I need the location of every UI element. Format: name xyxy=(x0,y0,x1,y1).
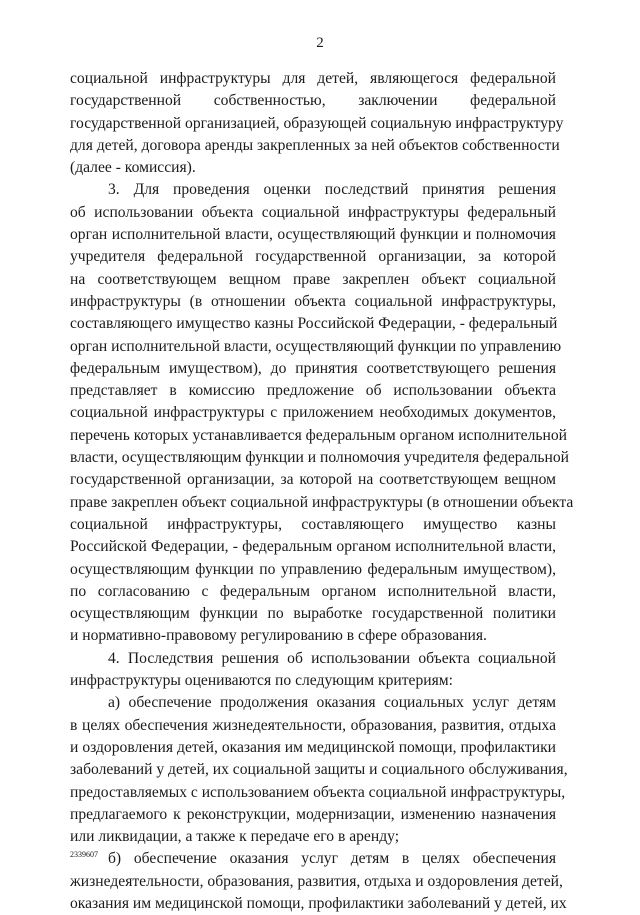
document-code: 2339607 xyxy=(70,850,98,859)
text-line: власти, осуществляющим функции и полномочия учредителя федеральной xyxy=(70,449,569,467)
text-line: орган исполнительной власти, осуществляющий функции по управлению xyxy=(70,337,562,355)
text-line: б) обеспечение оказания услуг детям в целях обеспечения xyxy=(108,850,556,868)
text-line: в целях обеспечения жизнедеятельности, образования, развития, отдыха xyxy=(70,716,556,734)
text-line: орган исполнительной власти, осуществляющий функции и полномочия xyxy=(70,226,556,244)
text-line: праве закреплен объект социальной инфраструктуры (в отношении объекта xyxy=(70,493,574,511)
text-line: на соответствующем вещном праве закреплен объект социальной xyxy=(70,270,556,288)
text-line: инфраструктуры (в отношении объекта социальной инфраструктуры, xyxy=(70,292,556,310)
text-line: и оздоровления детей, оказания им медицинской помощи, профилактики xyxy=(70,738,556,756)
text-line: социальной инфраструктуры для детей, являющегося федеральной xyxy=(70,70,556,87)
text-line: инфраструктуры оцениваются по следующим критериям: xyxy=(70,672,453,690)
text-line: для детей, договора аренды закрепленных за ней объектов собственности xyxy=(70,136,560,154)
text-line: государственной собственностью, заключении федеральной xyxy=(70,92,556,110)
text-line: социальной инфраструктуры, составляющего имущество казны xyxy=(70,515,556,533)
text-line: и нормативно-правовому регулированию в сфере образования. xyxy=(70,627,487,645)
text-line: федеральным имуществом), до принятия соответствующего решения xyxy=(70,359,556,377)
text-line: составляющего имущество казны Российской Федерации, - федеральный xyxy=(70,315,558,333)
text-line: Российской Федерации, - федеральным органом исполнительной власти, xyxy=(70,538,556,556)
text-line: учредителя федеральной государственной организации, за которой xyxy=(70,248,556,266)
text-line: 3. Для проведения оценки последствий принятия решения xyxy=(108,181,556,199)
text-line: (далее - комиссия). xyxy=(70,159,196,177)
text-line: 4. Последствия решения об использовании объекта социальной xyxy=(108,649,556,667)
text-line: предлагаемого к реконструкции, модернизации, изменению назначения xyxy=(70,805,556,823)
text-line: заболеваний у детей, их социальной защиты и социального обслуживания, xyxy=(70,761,568,779)
body-text xyxy=(70,68,574,915)
text-line: жизнедеятельности, образования, развития, отдыха и оздоровления детей, xyxy=(70,872,563,890)
page-number: 2 xyxy=(316,35,324,51)
text-line: осуществляющим функции по управлению федеральным имуществом), xyxy=(70,560,556,578)
text-line: социальной инфраструктуры с приложением необходимых документов, xyxy=(70,404,556,422)
text-line: а) обеспечение продолжения оказания социальных услуг детям xyxy=(108,694,556,712)
text-line: государственной организацией, образующей социальную инфраструктуру xyxy=(70,114,564,132)
text-line: по согласованию с федеральным органом исполнительной власти, xyxy=(70,582,556,600)
text-line: представляет в комиссию предложение об использовании объекта xyxy=(70,382,556,400)
text-line: или ликвидации, а также к передаче его в аренду; xyxy=(70,828,400,846)
text-line: оказания им медицинской помощи, профилактики заболеваний у детей, их xyxy=(70,894,567,912)
text-line: перечень которых устанавливается федеральным органом исполнительной xyxy=(70,426,567,444)
text-line: предоставляемых с использованием объекта социальной инфраструктуры, xyxy=(70,783,566,801)
text-line: об использовании объекта социальной инфраструктуры федеральный xyxy=(70,203,556,221)
text-line: осуществляющим функции по выработке государственной политики xyxy=(70,605,556,623)
text-line: государственной организации, за которой на соответствующем вещном xyxy=(70,471,556,489)
